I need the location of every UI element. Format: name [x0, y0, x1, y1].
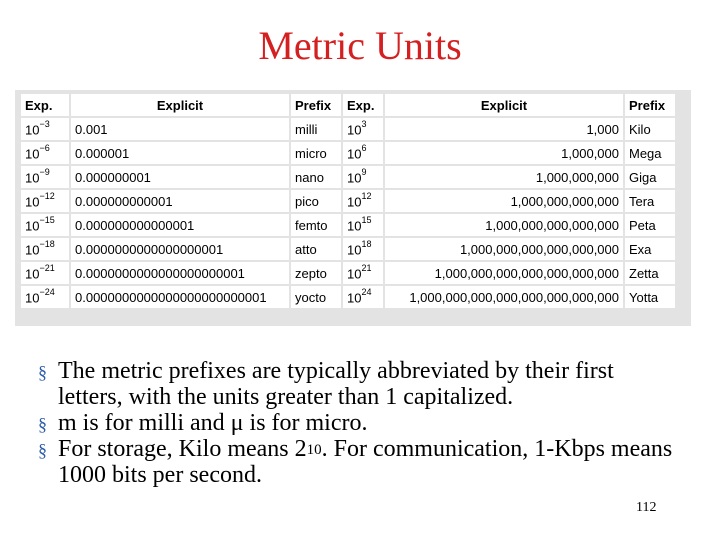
exp-power: −9 [39, 166, 50, 177]
exp-small-cell [21, 262, 69, 284]
explicit-large-cell: 1,000,000,000,000,000,000,000,000 [385, 286, 623, 308]
bullet-square-icon: § [38, 362, 47, 382]
exp-base: 10 [347, 170, 362, 186]
exp-base: 10 [25, 218, 40, 234]
exp-base: 10 [347, 218, 362, 234]
prefix-small-cell: pico [291, 190, 341, 212]
exp-base: 10 [25, 122, 40, 138]
explicit-small-cell: 0.0000000000000000000001 [71, 262, 289, 284]
exp-small-cell [21, 166, 69, 188]
header-explicit-large: Explicit [385, 94, 623, 116]
prefix-large-cell: Tera [625, 190, 675, 212]
prefix-small-cell: zepto [291, 262, 341, 284]
bullet-square-icon: § [38, 414, 47, 434]
prefix-small-cell: atto [291, 238, 341, 260]
table-row [21, 118, 675, 140]
header-explicit-small: Explicit [71, 94, 289, 116]
explicit-large-cell: 1,000,000,000 [385, 166, 623, 188]
metric-prefix-table [15, 90, 691, 326]
prefix-large-cell: Peta [625, 214, 675, 236]
explicit-large-cell: 1,000,000,000,000 [385, 190, 623, 212]
prefix-large-cell: Giga [625, 166, 675, 188]
bullet-text-part: . For communication, 1-Kbps means 1000 bits per second. [58, 436, 673, 488]
bullet-item [38, 436, 678, 488]
exp-large-cell [343, 286, 383, 308]
slide-title: Metric Units [258, 23, 462, 68]
exp-power: 3 [361, 118, 367, 129]
bullet-square-icon: § [38, 440, 47, 460]
table-row [21, 142, 675, 164]
explicit-large-cell: 1,000 [385, 118, 623, 140]
prefix-small-cell: nano [291, 166, 341, 188]
explicit-large-cell: 1,000,000,000,000,000,000 [385, 238, 623, 260]
table-row [21, 262, 675, 284]
exp-base: 10 [347, 242, 362, 258]
explicit-small-cell: 0.000001 [71, 142, 289, 164]
table-row [21, 286, 675, 308]
explicit-large-cell: 1,000,000,000,000,000,000,000 [385, 262, 623, 284]
exp-large-cell [343, 214, 383, 236]
exp-power: −18 [39, 238, 55, 249]
exp-base: 10 [347, 122, 362, 138]
exp-power: 18 [361, 238, 372, 249]
exp-power: 21 [361, 262, 372, 273]
exp-base: 10 [25, 170, 40, 186]
exp-large-cell [343, 238, 383, 260]
header-row [21, 94, 675, 116]
explicit-large-cell: 1,000,000 [385, 142, 623, 164]
exp-power: 6 [361, 142, 367, 153]
exp-power: −6 [39, 142, 50, 153]
table-row [21, 238, 675, 260]
explicit-small-cell: 0.0000000000000000000000001 [71, 286, 289, 308]
bullet-superscript: 10 [306, 442, 322, 458]
exp-base: 10 [347, 146, 362, 162]
explicit-small-cell: 0.001 [71, 118, 289, 140]
explicit-small-cell: 0.0000000000000000001 [71, 238, 289, 260]
exp-base: 10 [25, 146, 40, 162]
table [19, 92, 677, 310]
explicit-small-cell: 0.000000001 [71, 166, 289, 188]
table-row [21, 190, 675, 212]
header-exp-small: Exp. [21, 94, 69, 116]
prefix-small-cell: femto [291, 214, 341, 236]
exp-power: −15 [39, 214, 55, 225]
prefix-small-cell: milli [291, 118, 341, 140]
exp-power: −12 [39, 190, 55, 201]
exp-power: 24 [361, 286, 372, 297]
exp-base: 10 [25, 194, 40, 210]
exp-power: −3 [39, 118, 50, 129]
table-row [21, 166, 675, 188]
exp-small-cell [21, 142, 69, 164]
exp-large-cell [343, 142, 383, 164]
exp-small-cell [21, 238, 69, 260]
bullet-item [38, 410, 678, 436]
prefix-large-cell: Kilo [625, 118, 675, 140]
exp-base: 10 [25, 266, 40, 282]
prefix-small-cell: yocto [291, 286, 341, 308]
header-exp-large: Exp. [343, 94, 383, 116]
prefix-large-cell: Mega [625, 142, 675, 164]
exp-large-cell [343, 262, 383, 284]
exp-base: 10 [25, 290, 40, 306]
exp-small-cell [21, 286, 69, 308]
exp-small-cell [21, 118, 69, 140]
exp-large-cell [343, 118, 383, 140]
exp-small-cell [21, 214, 69, 236]
prefix-small-cell: micro [291, 142, 341, 164]
explicit-large-cell: 1,000,000,000,000,000 [385, 214, 623, 236]
exp-power: 9 [361, 166, 367, 177]
bullet-text: The metric prefixes are typically abbreviated by their first letters, with the units greater than 1 capitalized. [58, 358, 614, 410]
exp-small-cell [21, 190, 69, 212]
exp-power: 12 [361, 190, 372, 201]
exp-large-cell [343, 166, 383, 188]
explicit-small-cell: 0.000000000000001 [71, 214, 289, 236]
prefix-large-cell: Zetta [625, 262, 675, 284]
bullet-text: m is for milli and μ is for micro. [58, 410, 368, 436]
exp-base: 10 [347, 194, 362, 210]
exp-power: −21 [39, 262, 55, 273]
exp-large-cell [343, 190, 383, 212]
header-prefix-small: Prefix [291, 94, 341, 116]
exp-base: 10 [347, 266, 362, 282]
exp-base: 10 [347, 290, 362, 306]
prefix-large-cell: Exa [625, 238, 675, 260]
exp-power: 15 [361, 214, 372, 225]
prefix-large-cell: Yotta [625, 286, 675, 308]
table-row [21, 214, 675, 236]
header-prefix-large: Prefix [625, 94, 675, 116]
explicit-small-cell: 0.000000000001 [71, 190, 289, 212]
bullet-text-part: For storage, Kilo means 2 [58, 436, 307, 462]
exp-power: −24 [39, 286, 55, 297]
exp-base: 10 [25, 242, 40, 258]
bullet-list [38, 358, 678, 488]
page-number: 112 [636, 500, 657, 515]
bullet-item [38, 358, 678, 410]
